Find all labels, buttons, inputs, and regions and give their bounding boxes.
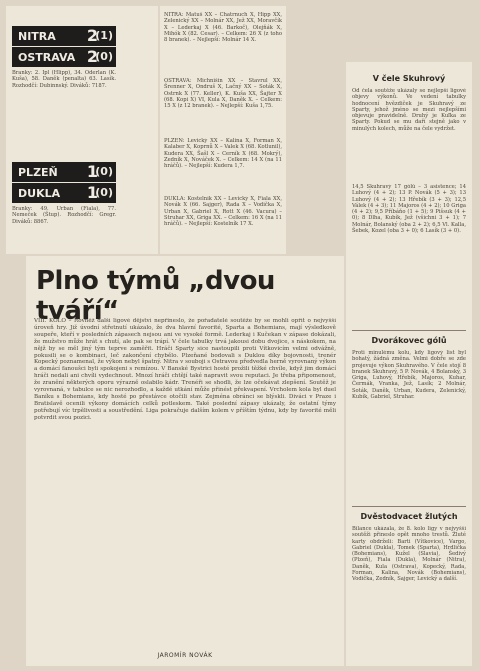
scores-clipping [6, 6, 158, 254]
team-goals: 1 [86, 183, 98, 202]
score-box-plzen [12, 162, 116, 182]
cards-list: Bilance ukázala, že 8. kolo ligy v nejvyšší soutěži přineslo opět mnoho trestů. Žluté karty obdrželi: Barti (Vítkovice), Vargo, Gabriel (Dukla), Tomek (Sparta), Hrdlička (Bohemians), Kužel (Slavia), Šedivý (Plzeň), Fiala (Dukla), Molnár (Nitra), Daněk, Kula (Ostrava), Kopecký, Rada, Forman, Kalina, Novák (Bohemians), Vodička, Zedník, Sajger, Levický a další. [352, 526, 466, 583]
match-note-plzen-dukla: Branky: 49. Urban (Fiala), 77. Nemeček (Štup). Rozhodčí: Gregr. Diváků: 8867. [12, 206, 116, 225]
rating-list: 14,5 Skuhravý 17 gólů – 3 asistence; 14 Luhový (4 + 2); 13 P. Novák (5 + 3); 13 Luhový (4 + 2); 13 Hřebík (3 + 3); 12,5 Válek (4 + 3); 11 Majoros (4 + 2); 10 Griga (4 + 2); 9,5 Příbáňo (1 + 5); 9 Pišsuk (4 + 0); 8 Dlha, Kubík, Jež (všichni 3 + 1); 7 Molnár, Bolanský (oba 2 + 2); 6,5 Vl. Kalla, Šebek, Kozel (oba 3 + 0); 6 Lasík (3 + 0). [352, 184, 466, 235]
team-name: NITRA [18, 30, 56, 43]
halftime-goals: (1) [95, 29, 113, 42]
score-box-dukla [12, 183, 116, 203]
section-heading-skuhravy: V čele Skuhrový [372, 74, 446, 83]
score-box-ostrava [12, 47, 116, 67]
divider [352, 506, 466, 507]
lineup-dukla: DUKLA: Kostelník XX – Levický X, Fiala XX, Novák X (66. Sajger), Rada X – Vodička X, Urban X, Gabriel X, Rott X (46. Vacura) – Struhar XX, Griga XX. – Celkem: 16 X (na 11 hráčů). – Nejlepší: Kostelník 17 X. [164, 196, 282, 228]
section-heading-cards: Dvěstodvacet žlutých [360, 512, 458, 521]
halftime-goals: (0) [95, 50, 113, 63]
team-name: OSTRAVA [18, 51, 76, 64]
lineups-clipping [160, 6, 286, 254]
team-name: DUKLA [18, 187, 61, 200]
team-goals: 1 [86, 162, 98, 181]
article-title: Plno týmů „dvou tváří“ [36, 266, 275, 326]
stats-clipping [346, 62, 472, 666]
section-heading-goals: Dvorákovec gólů [371, 336, 447, 345]
team-goals: 2 [86, 26, 98, 45]
score-box-nitra [12, 26, 116, 46]
team-name: PLZEŇ [18, 166, 58, 179]
lineup-nitra: NITRA: Matuš XX – Chatrnuch X, Hipp XX, Zelenický XX – Molnár XX, Jež XX, Moravčík X – Lederkaj X (46. Barkoč), Olejňák X, Mihók X (82. Cesar). – Celkem: 26 X (z toho 8 branek). – Nejlepší: Molnár 14 X. [164, 12, 282, 44]
article-author: JAROMÍR NOVÁK [157, 652, 213, 659]
match-note-nitra-ostrava: Branky: 2. Ipl (Hlipp), 34. Oderlan (K. Kuša), 58. Daněk (penalta) 63. Lasík. Rozhodčí: Dubinnský. Diváků: 7187. [12, 70, 116, 89]
article-clipping [26, 256, 344, 666]
lineup-ostrava: OSTRAVA: Michnišin XX – Stavrul XX, Šrenner X, Ondruš X, Lačný XX – Soták X, Ostrnk X (77. Keller), K. Kuša XX, Šajter X (68. Kopi X) VI, Kula X, Daněk X. – Celkem: 15 X (z 12 branek). – Nejlepší: Kuša 1,75. [164, 78, 282, 110]
halftime-goals: (0) [95, 165, 113, 178]
goals-list: Proti minulému kolu, kdy ligový list byl bohatý, žádná změna. Velmi dobře se zde projevuje výkon Skuhravého. V čele stojí 8 branek Skuhravý, 5 P. Novák, 4 Bolanský, 3 Griga, Luhový, Hřebík, Majoros, Kuhar, Čermák, Vranka, Jež, Lasík; 2 Molnár, Soták, Daněk, Urban, Kudera, Zelenický, Kubík, Gabriel, Struhar. [352, 350, 466, 401]
team-goals: 2 [86, 47, 98, 66]
section-intro: Od čela soutěže ukázaly se nejlepší ligové objevy výkonů. Ve vedení tabulky hodnocení hvězdiček je Skuhravý ze Sparty, jehož jméno se mezi nejlepšími objevuje pravidelně. Druhý je Kuľka ze Sparty. Pokud se mu daří stejně jako v minulých kolech, může na čele vydržet. [352, 88, 466, 132]
halftime-goals: (0) [95, 186, 113, 199]
article-body: VIII. KOLO – Rovněž další ligové dějství nepřineslo, že pořadatelé soutěže by se mohli opřít o nejvyšší úroveň hry. Již úvodní střetnutí ukázalo, že dva hlavní favorité, Sparta a Bohemians, mají výsledkově soupeře, kteří v posledních zápasech nejsou ani ve vysoké formě. Lederkaj i Kučekan v zápase dokázali, že mužstvo může hrát s chutí, ale pak se trápí. V čele tabulky trvá jakousi dobu dvojice, s náskokem, na nějž by se měl jiný tým teprve zaměřit. Hráči Sparty sice nastoupili proti Vítkovicím velmi odvážně, pokusili se o kombinaci, leč zakončení chybělo. Plzeňané bodovali s Duklou díky bojovnosti, trenér Kopecký poznamenal, že výkon nebyl špatný. Nitra v souboji s Ostravou předvedla herně vyrovnaný výkon a domácí fanoušci byli spokojeni s remízou. V Banské Bystrici hosté prožili těžké chvíle, když jim domácí hráči nedali ani chvíli vydechnout. Mnozí hráči chtějí také napravit svou reputaci. Je třeba připomenout, že zranění některých oporu výrazně oslabilo kádr. Trenéři se shodli, že lze očekávat zlepšení. Soutěž je vyrovnaná, v tabulce se nic nerozhodlo, a každé utkání může přinést překvapení. Vrcholem kola byl duel Baníku s Bohemians, kdy hosté po přestávce otočili stav. Zejména obránci se blýskli. Diváci v Praze i Bratislavě ocenili výkony domácích celků potleskem. Také poslední zápasy ukázaly, že ostatní týmy potřebují víc trpělivosti a soustředění. Liga pokračuje dalším kolem v příštím týdnu, kdy by favorité měli potvrdit svou pozici. [34, 318, 336, 421]
divider [352, 330, 466, 331]
lineup-plzen: PLZEŇ: Levický XX – Kalina X, Forman X, Kalaber X, Koprnů X – Valek X (68. Kotlunil), Kudera XX, Šašl X – Cerník X (68. Mokrý), Zedník X, Nováček X. – Celkem: 14 X (na 11 hráčů). – Nejlepší: Kudera 1,7. [164, 138, 282, 170]
